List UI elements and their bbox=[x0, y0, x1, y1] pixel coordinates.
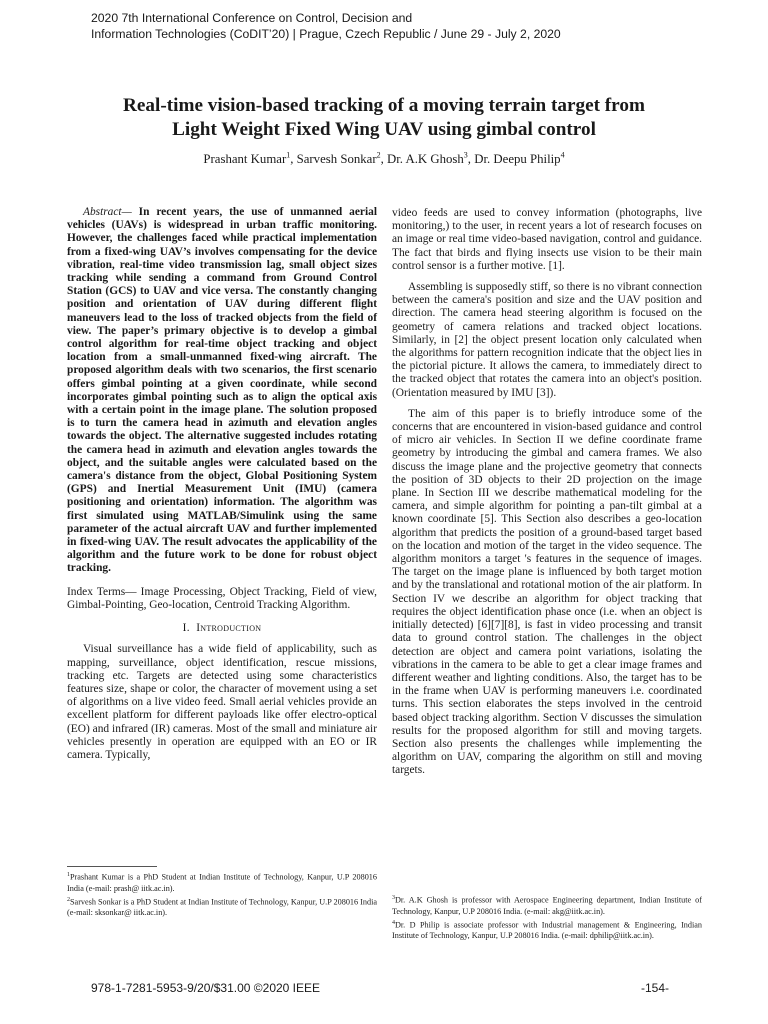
left-column bbox=[67, 206, 377, 770]
index-terms: Index Terms— Image Processing, Object Tracking, Field of view, Gimbal-Pointing, Geo-location, Centroid Tracking Algorithm. bbox=[67, 585, 377, 611]
body-paragraph: video feeds are used to convey information (photographs, live monitoring,) to the user, in recent years a lot of research focuses on an image or real time video-based navigation, control and guidance. The fact that birds and flying insects use vision to be their main control sensor is a further motive. [1]. bbox=[392, 207, 702, 272]
author-name: Dr. A.K Ghosh bbox=[387, 152, 464, 166]
abstract bbox=[67, 206, 377, 576]
body-paragraph: Assembling is supposedly stiff, so there is no vibrant connection between the camera's position and size and the UAV position and direction. The camera head steering algorithm is focused on the geometry of camera relations and tracked object locations. Similarly, in [2] the object present location only calculated when the algorithms for pattern recognition indicate that the object lies in the pictorial picture. It allows the camera, to immediately direct to the tracked object that rotates the camera into an object's position. (Orientation measured by IMU [3]). bbox=[392, 281, 703, 399]
footnote-text: Dr. D Philip is associate professor with Industrial management & Engineering, Indian Institute of Technology, Kanpur, U.P 208016 India. (e-mail: dphilip@iitk.ac.in). bbox=[392, 920, 702, 941]
abstract-label: Abstract— bbox=[83, 206, 132, 218]
footnote-text: Dr. A.K Ghosh is professor with Aerospace Engineering department, Indian Institute of Technology, Kanpur, U.P 208016 India. (e-mail: akg@iitk.ac.in). bbox=[392, 895, 702, 916]
author-sup: 1 bbox=[286, 150, 291, 160]
right-column bbox=[392, 207, 702, 786]
footnote-rule bbox=[67, 866, 157, 867]
body-paragraph: The aim of this paper is to briefly introduce some of the concerns that are encountered in vision-based guidance and control of micro air vehicles. In Section II we define coordinate frame geometry by introducing the gimbal and camera frames. We also discuss the image plane and the projective geometry that connects the position of 3D objects to their 2D projection on the image plane. In Section III we describe mathematical modeling for the camera, and simple algorithm for pointing a pan-tilt gimbal at a known coordinate [5]. This Section also describes a geo-location algorithm that predicts the position of a ground-based target based on the location and motion of the target in the video sequence. The algorithm monitors a target 's features in the sequence of images. The target on the image plane is influenced by both target motion and by the translational and rotational motion of the air platform. In Section IV we describe an algorithm for object tracking that requires the object identification phase once (i.e. when an object is initially detected) [6][7][8], is fast in video processing and transit data to ground control station. The challenges in the object detection are object and camera point variations, isolating the vibrations in the camera to be able to get a clear image frames and different weather and lighting conditions. Also, the target has to be in the frame when UAV is performing maneuvers i.e. coordinated turns. This section elaborates the steps involved in the centroid based object tracking algorithm. Section V discusses the simulation results for the proposed algorithm for still and moving targets. Section also presents the challenges while implementing the algorithm on UAV, comparing the algorithm on still and moving targets. bbox=[392, 407, 702, 777]
footnote-text: Sarvesh Sonkar is a PhD Student at Indian Institute of Technology, Kanpur, U.P 208016 India (e-mail: sksonkar@ iitk.ac.in). bbox=[67, 897, 377, 918]
footnote-sup: 4 bbox=[392, 919, 395, 926]
author-name: Dr. Deepu Philip bbox=[474, 152, 561, 166]
author-sup: 2 bbox=[376, 150, 381, 160]
title-line-2: Light Weight Fixed Wing UAV using gimbal control bbox=[172, 119, 596, 140]
author-name: Sarvesh Sonkar bbox=[296, 152, 377, 166]
footnote-text: Prashant Kumar is a PhD Student at Indian Institute of Technology, Kanpur, U.P 208016 India (e-mail: prash@ iitk.ac.in). bbox=[67, 872, 377, 893]
page-number: -154- bbox=[641, 981, 670, 995]
author-name: Prashant Kumar bbox=[203, 152, 287, 166]
section-title: Introduction bbox=[196, 622, 262, 635]
footnote bbox=[392, 893, 702, 917]
conference-header bbox=[91, 10, 651, 42]
title-line-1: Real-time vision-based tracking of a moving terrain target from bbox=[123, 95, 645, 116]
footnotes-right bbox=[392, 893, 702, 942]
footnote bbox=[67, 895, 377, 919]
paper-title bbox=[60, 94, 708, 142]
intro-paragraph: Visual surveillance has a wide field of applicability, such as mapping, surveillance, object identification, rescue missions, tracking etc. Targets are detected using some characteristics features size, shape or color, the character of movement using a set of algorithms on a live video feed. Small aerial vehicles provide an excellent platform for different payloads like offer electro-optical (EO) and infrared (IR) cameras. Most of the small and miniature air vehicles presently in operation are equipped with an EO or IR camera. Typically, bbox=[67, 643, 377, 761]
conference-line-2: Information Technologies (CoDIT’20) | Prague, Czech Republic / June 29 - July 2, 2020 bbox=[91, 27, 561, 41]
footnote-sup: 2 bbox=[67, 896, 70, 903]
footnotes-left bbox=[67, 866, 377, 919]
author-sup: 3 bbox=[463, 150, 468, 160]
section-heading bbox=[67, 622, 377, 635]
conference-line-1: 2020 7th International Conference on Control, Decision and bbox=[91, 11, 413, 25]
author-list: Prashant Kumar$^1$, Sarvesh Sonkar$^2$, Dr. A.K Ghosh$^3$, Dr. Deepu Philip$^4$ bbox=[203, 150, 565, 166]
abstract-text: In recent years, the use of unmanned aerial vehicles (UAVs) is widespread in urban traffic monitoring. However, the challenges faced while practical implementation from a fixed-wing UAV’s involves compensating for the device vibration, real-time video transmission lag, small object sizes tracking while sending a command from Ground Control Station (GCS) to UAV and vice versa. The constantly changing position and orientation of UAV during different flight maneuvers lead to the loss of tracked objects from the field of view. The paper’s primary objective is to develop a gimbal control algorithm for real-time object tracking and object location from a small-unmanned fixed-wing aircraft. The proposed algorithm deals with two scenarios, the first scenario offers gimbal pointing at a given coordinate, while second incorporates gimbal pointing such as to align the optical axis with a certain point in the image plane. The solution proposed is to turn the camera head in azimuth and elevation angles towards the object. The alternative suggested includes rotating the camera head in azimuth and elevation angles towards the object, and the suitable angles were calculated based on the camera's distance from the object, Global Positioning System (GPS) and Inertial Measurement Unit (IMU) (camera positioning and orientation) information. The algorithm was first simulated using MATLAB/Simulink using the same parameter of the actual aircraft UAV and further implemented in fixed-wing UAV. The result advocates the applicability of the algorithm and the future work to be done for robust object tracking. bbox=[67, 206, 377, 575]
footnote-sup: 3 bbox=[392, 895, 395, 901]
section-number: I. bbox=[182, 622, 190, 635]
footnote bbox=[67, 870, 377, 894]
isbn-footer: 978-1-7281-5953-9/20/$31.00 ©2020 IEEE bbox=[91, 981, 321, 995]
footnote bbox=[392, 918, 702, 942]
footnote-sup: 1 bbox=[67, 872, 70, 878]
author-sup: 4 bbox=[560, 150, 565, 160]
